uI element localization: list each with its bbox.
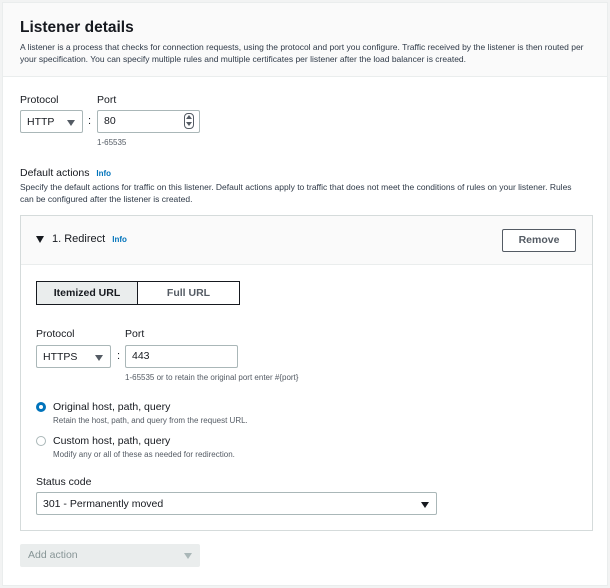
- protocol-select[interactable]: [20, 110, 83, 133]
- collapse-triangle-icon[interactable]: [36, 236, 44, 243]
- redirect-action-title-text: 1. Redirect: [52, 233, 106, 245]
- default-actions-info-link[interactable]: Info: [96, 169, 112, 178]
- default-actions-description: Specify the default actions for traffic on this listener. Default actions apply to traffic that does not meet the conditions of rules on your listener. Rules can be configured after the listener is created.: [20, 182, 572, 204]
- page-title: Listener details: [20, 19, 134, 36]
- protocol-select-value: HTTP: [27, 116, 55, 128]
- status-code-label: Status code: [36, 476, 92, 488]
- status-code-value: 301 - Permanently moved: [43, 498, 164, 510]
- caret-down-icon: [67, 120, 75, 126]
- redirect-port-hint: 1-65535 or to retain the original port enter #{port}: [125, 373, 299, 382]
- number-stepper-icon[interactable]: [186, 115, 194, 128]
- default-actions-label: [20, 167, 111, 179]
- option-original-label: Original host, path, query: [53, 401, 171, 413]
- redirect-action-panel: [20, 215, 593, 531]
- radio-original-host[interactable]: [36, 402, 46, 412]
- protocol-label: Protocol: [20, 94, 59, 106]
- protocol-port-separator: :: [88, 115, 92, 127]
- tab-full-url[interactable]: Full URL: [138, 282, 239, 304]
- status-code-select[interactable]: [36, 492, 437, 515]
- redirect-protocol-port-separator: :: [117, 350, 121, 362]
- redirect-protocol-select[interactable]: [36, 345, 111, 368]
- port-hint: 1-65535: [97, 138, 127, 147]
- redirect-info-link[interactable]: Info: [112, 235, 127, 244]
- caret-down-icon: [421, 502, 429, 508]
- redirect-protocol-value: HTTPS: [43, 351, 78, 363]
- panel-header: [3, 3, 607, 77]
- redirect-port-input[interactable]: [125, 345, 238, 368]
- caret-down-icon: [184, 553, 192, 559]
- redirect-port-value: 443: [132, 350, 150, 362]
- redirect-port-label: Port: [125, 328, 145, 340]
- url-mode-toggle: [36, 281, 240, 305]
- default-actions-label-text: Default actions: [20, 167, 90, 179]
- option-custom-description: Modify any or all of these as needed for redirection.: [53, 450, 235, 459]
- option-custom-label: Custom host, path, query: [53, 435, 171, 447]
- port-input-value: 80: [104, 115, 116, 127]
- port-input[interactable]: [97, 110, 200, 133]
- tab-itemized-url[interactable]: Itemized URL: [37, 282, 138, 304]
- add-action-dropdown[interactable]: [20, 544, 200, 567]
- remove-button[interactable]: Remove: [502, 229, 576, 252]
- caret-down-icon: [95, 355, 103, 361]
- redirect-action-header: [21, 216, 592, 265]
- listener-details-panel: [2, 2, 608, 586]
- redirect-action-title: [52, 233, 127, 245]
- radio-custom-host[interactable]: [36, 436, 46, 446]
- port-label: Port: [97, 94, 117, 106]
- option-original-description: Retain the host, path, and query from the request URL.: [53, 416, 248, 425]
- add-action-label: Add action: [28, 549, 78, 561]
- listener-description: A listener is a process that checks for connection requests, using the protocol and port you configure. Traffic received by the listener is then routed per your specification. You can specify multiple rules and multiple certificates per listener after the load balancer is created.: [20, 42, 584, 64]
- redirect-protocol-label: Protocol: [36, 328, 75, 340]
